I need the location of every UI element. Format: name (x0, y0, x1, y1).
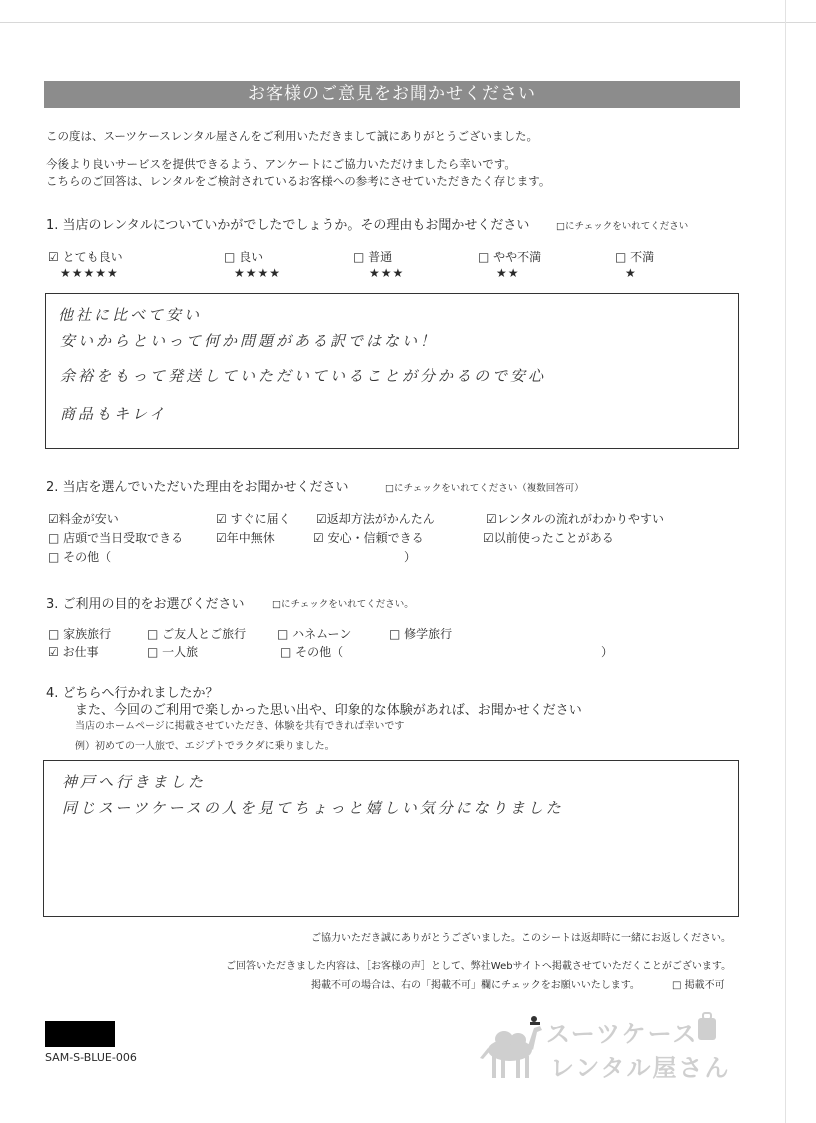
q1-answer-line-4: 商品もキレイ (60, 405, 168, 423)
q1-stars-4: ★★★★ (234, 266, 282, 280)
page-edge (785, 0, 786, 1123)
q2-other-close-paren: ） (404, 550, 417, 564)
q2-option-easy-return[interactable]: ☑返却方法がかんたん (316, 512, 435, 526)
q3-option-honeymoon[interactable]: □ ハネムーン (277, 627, 352, 641)
suitcase-icon (696, 1012, 718, 1042)
logo-line-2: レンタル屋さん (550, 1054, 731, 1082)
footer-thanks: ご協力いただき誠にありがとうございました。このシートは返却時に一緒にお返しください。 (311, 933, 731, 944)
q3-option-friends-trip[interactable]: □ ご友人とご旅行 (147, 627, 247, 641)
q2-option-fast-delivery[interactable]: ☑ すぐに届く (216, 512, 291, 526)
footer-opt-out-instruction: 掲載不可の場合は、右の「掲載不可」欄にチェックをお願いいたします。 (311, 980, 640, 991)
company-logo (474, 1010, 731, 1082)
q4-answer-line-1: 神戸へ行きました (62, 773, 207, 791)
opt-out-checkbox[interactable]: □ 掲載不可 (672, 980, 725, 991)
q2-option-same-day-pickup[interactable]: □ 店頭で当日受取できる (48, 531, 184, 545)
top-rule (0, 22, 816, 23)
q2-option-open-all-year[interactable]: ☑年中無休 (216, 531, 275, 545)
intro-line-1: この度は、スーツケースレンタル屋さんをご利用いただきまして誠にありがとうございました。 (46, 129, 539, 143)
q1-option-very-good[interactable]: ☑ とても良い (48, 250, 123, 264)
q2-option-cheap[interactable]: ☑料金が安い (48, 512, 119, 526)
redaction-bar (45, 1021, 115, 1047)
q1-answer-line-1: 他社に比べて安い (58, 306, 203, 324)
question-1-note: □にチェックをいれてください (556, 221, 689, 232)
q3-option-family-trip[interactable]: □ 家族旅行 (48, 627, 112, 641)
document-code: SAM-S-BLUE-006 (45, 1051, 137, 1064)
q1-stars-5: ★★★★★ (60, 266, 119, 280)
question-2-note: □にチェックをいれてください（複数回答可） (385, 483, 584, 494)
q1-stars-1: ★ (625, 266, 637, 280)
q1-option-somewhat-unsatisfied[interactable]: □ やや不満 (478, 250, 542, 264)
q3-option-solo-trip[interactable]: □ 一人旅 (147, 645, 199, 659)
q1-answer-line-3: 余裕をもって発送していただいていることが分かるので安心 (60, 367, 547, 385)
question-4-label-2: また、今回のご利用で楽しかった思い出や、印象的な体験があれば、お聞かせください (75, 703, 582, 718)
question-2-label: 2. 当店を選んでいただいた理由をお聞かせください (46, 480, 349, 495)
q2-option-other[interactable]: □ その他（ (48, 550, 112, 564)
q2-option-used-before[interactable]: ☑以前使ったことがある (483, 531, 614, 545)
question-4-sub-1: 当店のホームページに掲載させていただき、体験を共有できれば幸いです (75, 721, 405, 732)
q4-answer-line-2: 同じスーツケースの人を見てちょっと嬉しい気分になりました (62, 799, 564, 817)
q1-stars-3: ★★★ (369, 266, 405, 280)
q1-answer-line-2: 安いからといって何か問題がある訳ではない！ (60, 332, 439, 350)
logo-line-1: スーツケース (546, 1020, 699, 1048)
question-1-label: 1. 当店のレンタルについていかがでしたでしょうか。その理由もお聞かせください (46, 218, 530, 233)
q3-option-work[interactable]: ☑ お仕事 (48, 645, 99, 659)
footer-publish-notice: ご回答いただきました内容は、［お客様の声］として、弊社Webサイトへ掲載させていただくことがございます。 (226, 961, 732, 972)
q2-option-easy-flow[interactable]: ☑レンタルの流れがわかりやすい (486, 512, 664, 526)
q2-option-trustworthy[interactable]: ☑ 安心・信頼できる (313, 531, 424, 545)
q1-option-good[interactable]: □ 良い (224, 250, 264, 264)
q3-option-school-trip[interactable]: □ 修学旅行 (389, 627, 453, 641)
q1-option-normal[interactable]: □ 普通 (353, 250, 393, 264)
q3-other-close-paren: ） (601, 645, 614, 659)
question-4-label: 4. どちらへ行かれましたか？ (46, 686, 219, 701)
q3-option-other[interactable]: □ その他（ (280, 645, 344, 659)
camel-icon (474, 1010, 548, 1080)
question-4-example: 例）初めての一人旅で、エジプトでラクダに乗りました。 (75, 741, 335, 752)
q1-stars-2: ★★ (496, 266, 520, 280)
intro-line-3: こちらのご回答は、レンタルをご検討されているお客様への参考にさせていただきたく存じます。 (46, 174, 551, 188)
question-3-label: 3. ご利用の目的をお選びください (46, 597, 245, 612)
question-3-note: □にチェックをいれてください。 (272, 599, 414, 610)
page-title: お客様のご意見をお聞かせください (44, 81, 740, 108)
intro-line-2: 今後より良いサービスを提供できるよう、アンケートにご協力いただけましたら幸いです。 (46, 157, 516, 171)
q1-option-unsatisfied[interactable]: □ 不満 (615, 250, 655, 264)
